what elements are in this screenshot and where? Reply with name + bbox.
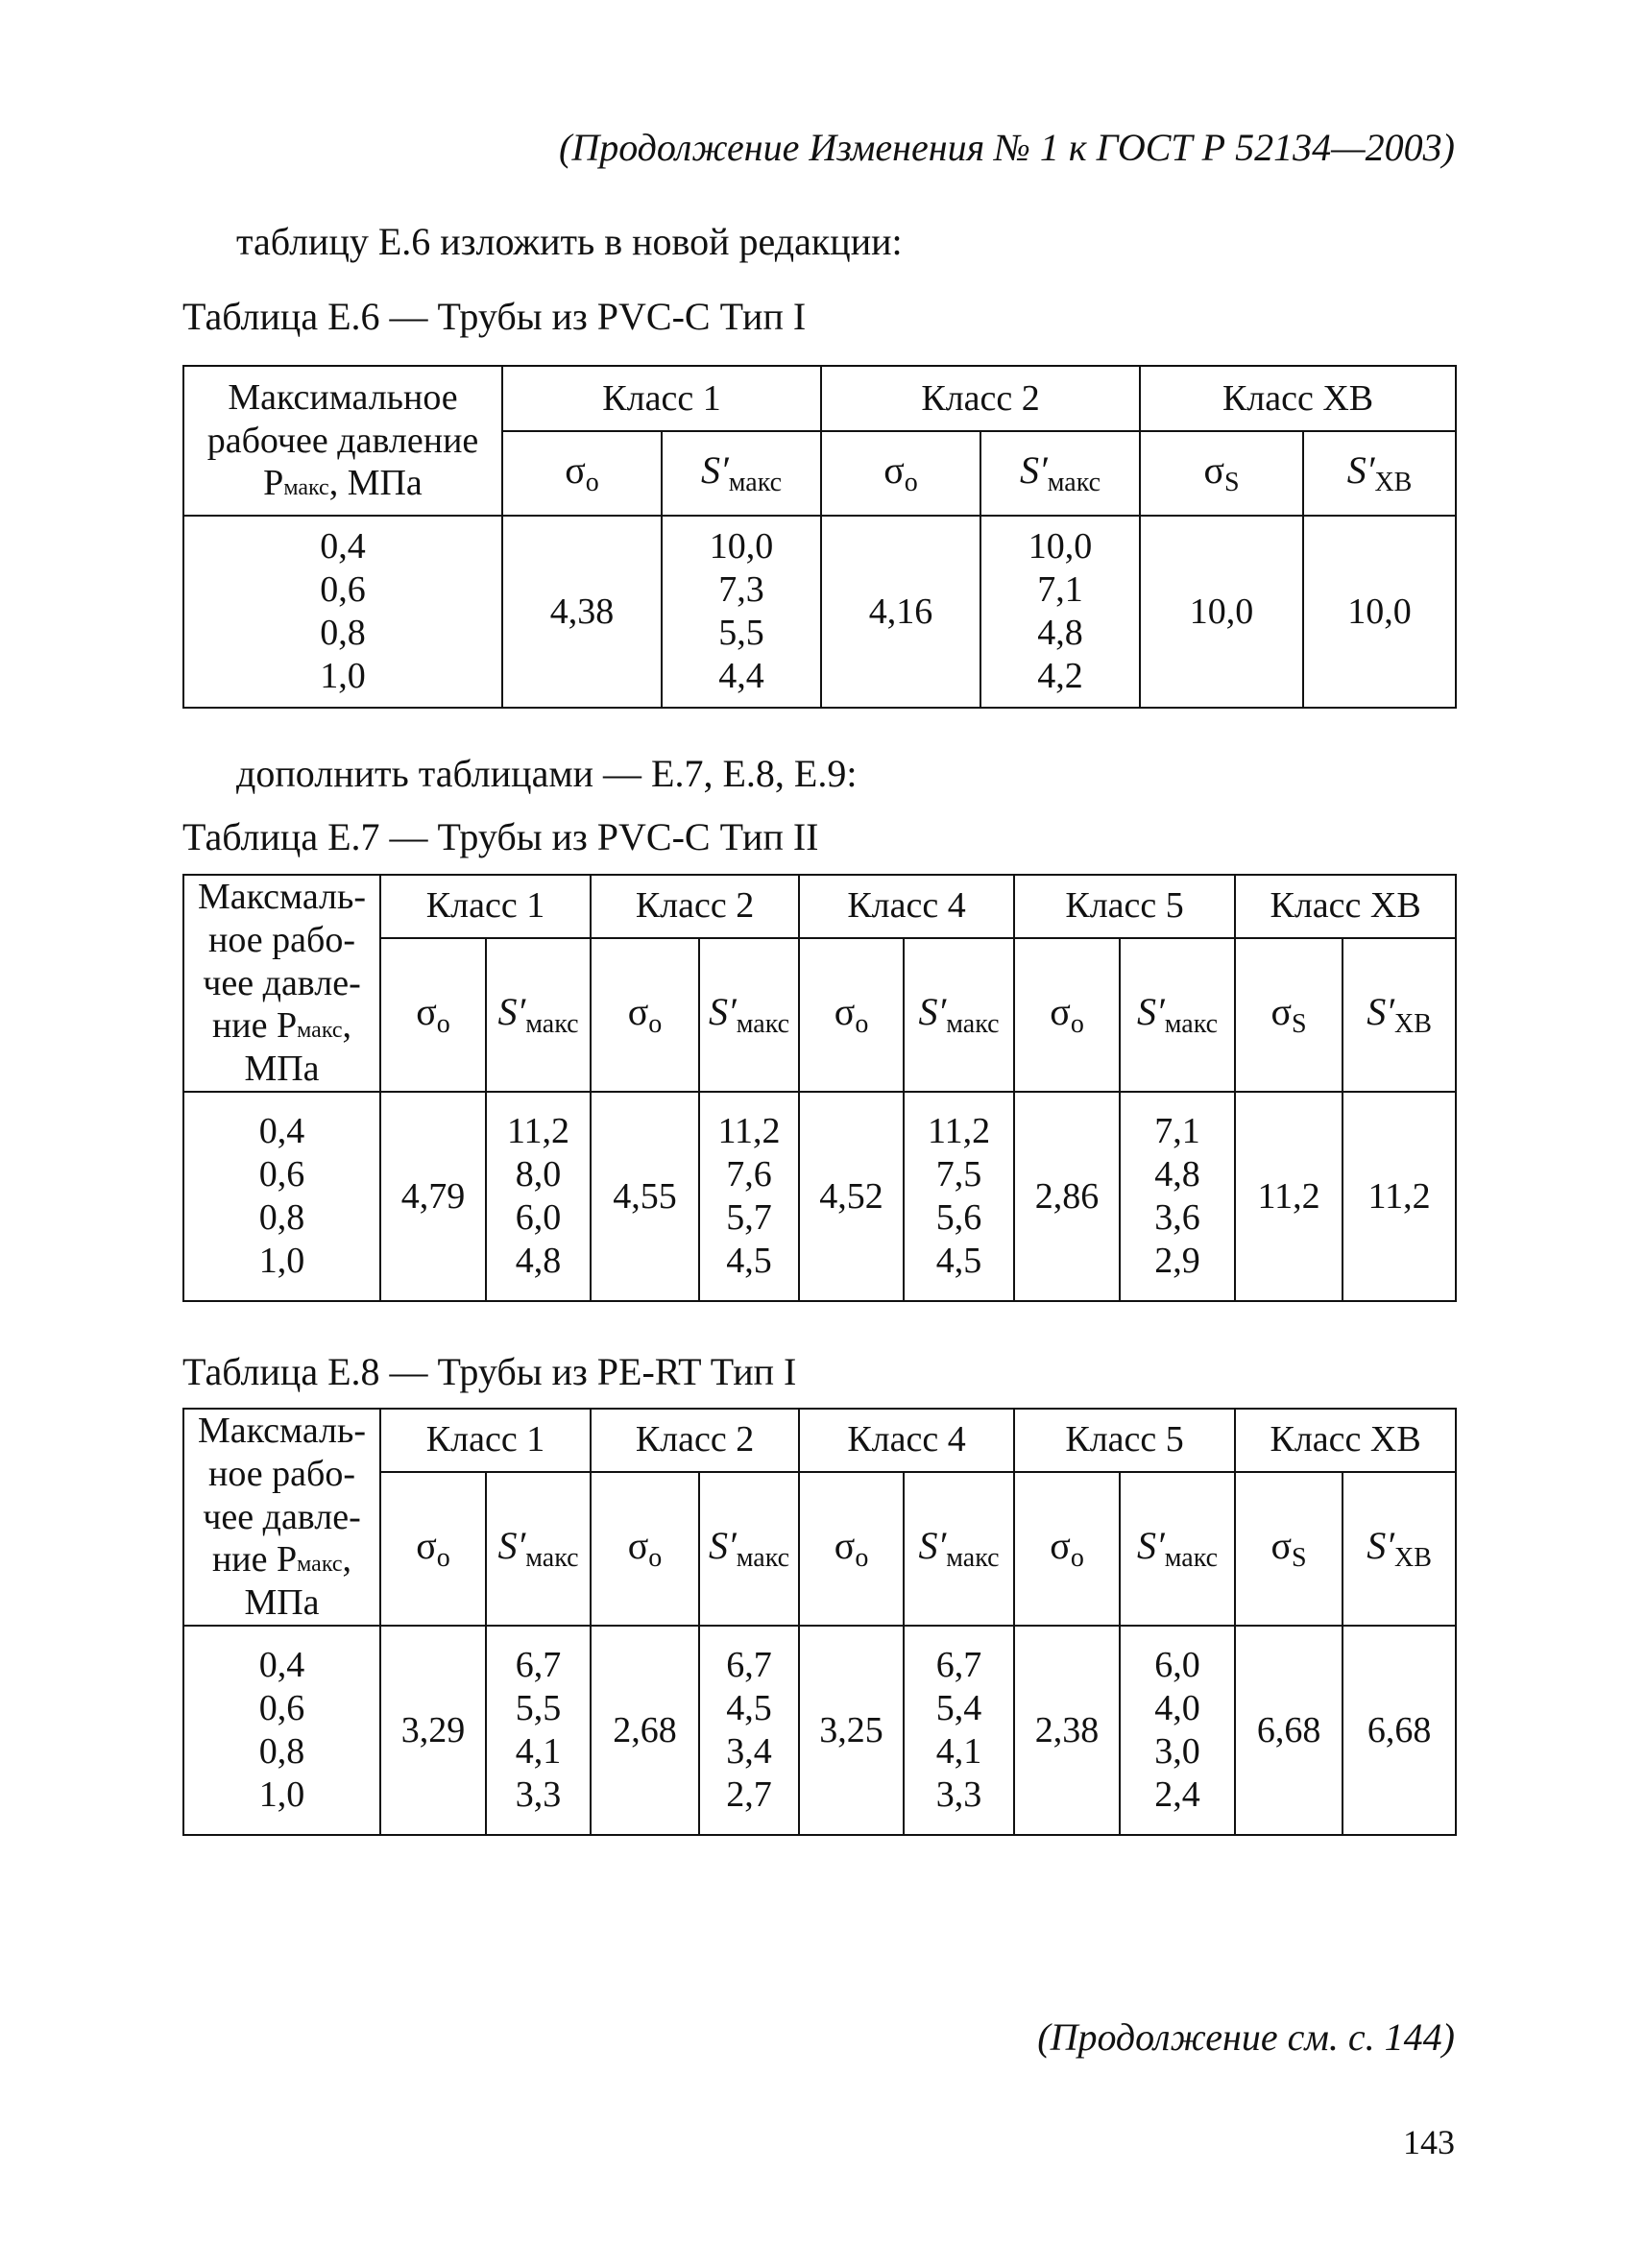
class-header: Класс 1: [380, 1409, 591, 1472]
sigma-s-value: 6,68: [1235, 1626, 1343, 1835]
intro-more-tables: дополнить таблицами — Е.7, Е.8, Е.9:: [236, 752, 858, 795]
table-row: [183, 1626, 1456, 1835]
s-xb-header: $S'_{ХВ}$: [1303, 431, 1456, 516]
intro-table-e6: таблицу Е.6 изложить в новой редакции:: [236, 220, 903, 263]
sigma-value: 4,52: [799, 1092, 904, 1301]
sigma-s-header: $\sigma_S$: [1140, 431, 1303, 516]
sigma-value: 2,68: [591, 1626, 699, 1835]
table-e7: [182, 874, 1457, 1302]
sigma-o-header: $\sigma_o$: [591, 938, 699, 1093]
table-e8-caption: Таблица Е.8 — Трубы из PE-RT Тип I: [182, 1350, 797, 1393]
sigma-o-header: $\sigma_o$: [380, 1472, 486, 1627]
s-max-header: $S'_{макс}$: [904, 938, 1014, 1093]
pressure-values: 0,4 0,6 0,8 1,0: [183, 1092, 380, 1301]
sigma-value: 2,86: [1014, 1092, 1120, 1301]
sigma-o-header: $\sigma_o$: [380, 938, 486, 1093]
s-max-header: $S'_{макс}$: [1120, 1472, 1235, 1627]
s-max-header: $S'_{макс}$: [699, 938, 799, 1093]
pressure-values: 0,4 0,6 0,8 1,0: [183, 516, 502, 708]
sigma-value: 4,55: [591, 1092, 699, 1301]
pressure-header: Максимальное рабочее давление Pмакс, МПа: [183, 366, 502, 516]
s-max-header: $S'_{макс}$: [486, 938, 591, 1093]
class-header: Класс 1: [502, 366, 821, 431]
class-header: Класс 2: [821, 366, 1140, 431]
sigma-value: 3,29: [380, 1626, 486, 1835]
table-e6: [182, 365, 1457, 709]
class-header: Класс 5: [1014, 1409, 1235, 1472]
class-header: Класс ХВ: [1140, 366, 1456, 431]
class-header: Класс 1: [380, 875, 591, 938]
page-number: 143: [1403, 2123, 1455, 2161]
table-e7-caption: Таблица Е.7 — Трубы из PVC-C Тип II: [182, 815, 819, 858]
s-max-header: $S'_{макс}$: [662, 431, 821, 516]
s-max-header: $S'_{макс}$: [699, 1472, 799, 1627]
sigma-o-header: $\sigma_o$: [821, 431, 980, 516]
s-max-values: 10,0 7,3 5,5 4,4: [662, 516, 821, 708]
s-xb-header: $S'_{ХВ}$: [1343, 1472, 1456, 1627]
s-max-header: $S'_{макс}$: [486, 1472, 591, 1627]
table-row: [183, 516, 1456, 708]
sigma-o-header: $\sigma_o$: [799, 1472, 904, 1627]
sigma-o-header: $\sigma_o$: [1014, 1472, 1120, 1627]
sigma-s-header: $\sigma_S$: [1235, 1472, 1343, 1627]
s-max-values: 6,7 4,5 3,4 2,7: [699, 1626, 799, 1835]
s-max-values: 6,7 5,4 4,1 3,3: [904, 1626, 1014, 1835]
class-header: Класс 5: [1014, 875, 1235, 938]
sigma-s-value: 10,0: [1140, 516, 1303, 708]
sigma-s-header: $\sigma_S$: [1235, 938, 1343, 1093]
s-max-header: $S'_{макс}$: [980, 431, 1140, 516]
pressure-header: Максмаль- ное рабо- чее давле- ние Pмакс, МПа: [183, 1409, 380, 1626]
s-xb-value: 11,2: [1343, 1092, 1456, 1301]
class-header: Класс ХВ: [1235, 875, 1456, 938]
table-row: [183, 1092, 1456, 1301]
s-max-values: 7,1 4,8 3,6 2,9: [1120, 1092, 1235, 1301]
s-xb-header: $S'_{ХВ}$: [1343, 938, 1456, 1093]
s-max-header: $S'_{макс}$: [904, 1472, 1014, 1627]
class-header: Класс 2: [591, 1409, 799, 1472]
class-header: Класс 4: [799, 875, 1014, 938]
s-max-values: 6,7 5,5 4,1 3,3: [486, 1626, 591, 1835]
sigma-s-value: 11,2: [1235, 1092, 1343, 1301]
sigma-value: 2,38: [1014, 1626, 1120, 1835]
s-max-header: $S'_{макс}$: [1120, 938, 1235, 1093]
pressure-header: Максмаль- ное рабо- чее давле- ние Pмакс, МПа: [183, 875, 380, 1092]
s-max-values: 6,0 4,0 3,0 2,4: [1120, 1626, 1235, 1835]
s-max-values: 11,2 8,0 6,0 4,8: [486, 1092, 591, 1301]
sigma-o-header: $\sigma_o$: [799, 938, 904, 1093]
class-header: Класс ХВ: [1235, 1409, 1456, 1472]
sigma-o-header: $\sigma_o$: [1014, 938, 1120, 1093]
pressure-values: 0,4 0,6 0,8 1,0: [183, 1626, 380, 1835]
s-xb-value: 10,0: [1303, 516, 1456, 708]
class-header: Класс 4: [799, 1409, 1014, 1472]
sigma-value: 3,25: [799, 1626, 904, 1835]
s-max-values: 10,0 7,1 4,8 4,2: [980, 516, 1140, 708]
sigma-o-header: $\sigma_o$: [502, 431, 662, 516]
table-e6-caption: Таблица Е.6 — Трубы из PVC-C Тип I: [182, 295, 807, 338]
s-max-values: 11,2 7,6 5,7 4,5: [699, 1092, 799, 1301]
sigma-o-header: $\sigma_o$: [591, 1472, 699, 1627]
sigma-value: 4,38: [502, 516, 662, 708]
s-xb-value: 6,68: [1343, 1626, 1456, 1835]
sigma-value: 4,79: [380, 1092, 486, 1301]
table-e8: [182, 1408, 1457, 1836]
continuation-footer: (Продолжение см. с. 144): [1037, 2015, 1455, 2059]
s-max-values: 11,2 7,5 5,6 4,5: [904, 1092, 1014, 1301]
sigma-value: 4,16: [821, 516, 980, 708]
class-header: Класс 2: [591, 875, 799, 938]
continuation-header: (Продолжение Изменения № 1 к ГОСТ Р 52134—2003): [559, 126, 1455, 169]
